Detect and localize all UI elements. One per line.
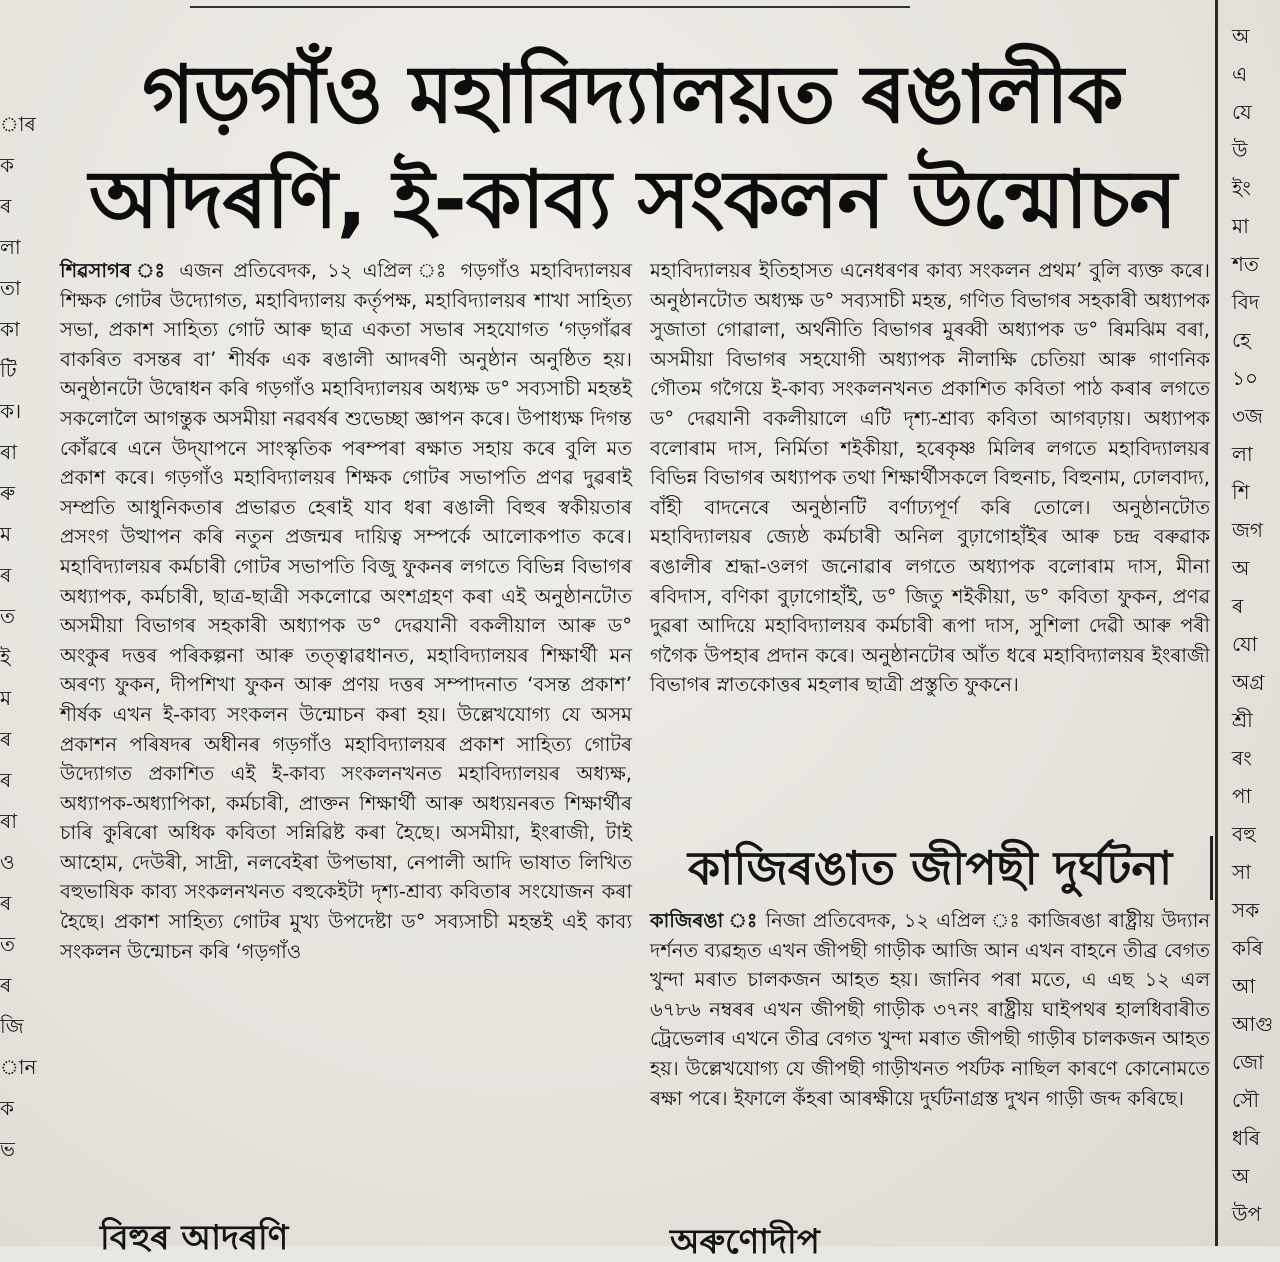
margin-fragment: সা — [1232, 860, 1252, 884]
margin-fragment: ভ — [0, 1137, 15, 1161]
margin-fragment: বহু — [1232, 822, 1256, 846]
margin-fragment: ৰা — [0, 809, 18, 833]
article2-headline: কাজিৰঙাত জীপছী দুৰ্ঘটনা — [650, 836, 1213, 900]
margin-fragment: ও — [0, 850, 15, 874]
article2-body-column — [650, 906, 1210, 1226]
article-right-column — [650, 256, 1210, 816]
margin-fragment: মা — [1232, 214, 1249, 238]
margin-fragment: টি — [0, 358, 17, 382]
margin-fragment: সৌ — [1232, 1088, 1260, 1112]
margin-fragment: এ — [1232, 62, 1248, 86]
margin-fragment: অ — [1232, 556, 1250, 580]
article-body-left: এজন প্ৰতিবেদক, ১২ এপ্ৰিল ঃ গড়গাঁও মহাবিদ্যালয়ৰ শিক্ষক গোটৰ উদ্যোগত, মহাবিদ্যালয় কৰ্তৃপক্ষ, মহাবিদ্যালয়ৰ শাখা সাহিত্য সভা, প্ৰকাশ সাহিত্য গোট আৰু ছাত্ৰ একতা সভাৰ সহযোগত ‘গড়গাঁৱৰ বাকৰিত বসন্তৰ বা’ শীৰ্ষক এক ৰঙালী আদৰণী অনুষ্ঠান অনুষ্ঠিত হয়। অনুষ্ঠানটো উদ্বোধন কৰি গড়গাঁও মহাবিদ্যালয়ৰ অধ্যক্ষ ড° সব্যসাচী মহন্তই সকলোলৈ আগন্তুক অসমীয়া নৱবৰ্ষৰ শুভেচ্ছা জ্ঞাপন কৰে। উপাধ্যক্ষ দিগন্ত কোঁৱৰে এনে উদ্‌যাপনে সাংস্কৃতিক পৰম্পৰা ৰক্ষাত সহায় কৰে বুলি মত প্ৰকাশ কৰে। গড়গাঁও মহাবিদ্যালয়ৰ শিক্ষক গোটৰ সভাপতি প্ৰণৱ দুৱৰাই সম্প্ৰতি আধুনিকতাৰ প্ৰভাৱত হেৰাই যাব ধৰা ৰঙালী বিহুৰ স্বকীয়তাৰ প্ৰসংগ উত্থাপন কৰি নতুন প্ৰজন্মৰ দায়িত্ব সম্পৰ্কে আলোকপাত কৰে। মহাবিদ্যালয়ৰ কৰ্মচাৰী গোটৰ সভাপতি বিজু ফুকনৰ লগতে বিভিন্ন বিভাগৰ অধ্যাপক, কৰ্মচাৰী, ছাত্ৰ-ছাত্ৰী সকলোৱে অংশগ্ৰহণ কৰা এই অনুষ্ঠানটোত অসমীয়া বিভাগৰ সহকাৰী অধ্যাপক ড° দেৱযানী বকলীয়াল আৰু ড° অংকুৰ দত্তৰ পৰিকল্পনা আৰু তত্ত্বাৱধানত, মহাবিদ্যালয়ৰ শিক্ষাৰ্থী মন অৰণ্য ফুকন, দীপশিখা ফুকন আৰু প্ৰণয় দত্তৰ সম্পাদনাত ‘বসন্ত প্ৰকাশ’ শীৰ্ষক এখন ই-কাব্য সংকলন উন্মোচন কৰা হয়। উল্লেখযোগ্য যে অসম প্ৰকাশন পৰিষদৰ অধীনৰ গড়গাঁও মহাবিদ্যালয়ৰ প্ৰকাশ সাহিত্য গোটৰ উদ্যোগত প্ৰকাশিত এই ই-কাব্য সংকলনখনত মহাবিদ্যালয়ৰ অধ্যক্ষ, অধ্যাপক-অধ্যাপিকা, কৰ্মচাৰী, প্ৰাক্তন শিক্ষাৰ্থী আৰু অধ্যয়নৰত শিক্ষাৰ্থীৰ চাৰি কুৰিৰো অধিক কবিতা সন্নিৱিষ্ট কৰা হৈছে। অসমীয়া, ইংৰাজী, টাই আহোম, দেউৰী, সাদ্ৰী, নলবেইৰা উপভাষা, নেপালী আদি ভাষাত লিখিত বহুভাষিক কাব্য সংকলনখনত বহুকেইটা দৃশ্য-শ্ৰাব্য কবিতাৰ সংযোজন কৰা হৈছে। প্ৰকাশ সাহিত্য গোটৰ মুখ্য উপদেষ্টা ড° সব্যসাচী মহন্তই এই কাব্য সংকলন উন্মোচন কৰি ‘গড়গাঁও — [60, 259, 632, 963]
margin-fragment: বিদ — [1232, 290, 1260, 314]
article-left-column — [60, 256, 632, 1216]
margin-fragment: ৰ — [0, 973, 12, 997]
margin-fragment: অগ্ৰ — [1232, 670, 1265, 694]
dateline: শিৱসাগৰ ঃ — [60, 259, 169, 282]
margin-fragment: ৰং — [1232, 746, 1252, 770]
margin-fragment: ৰ — [1232, 594, 1244, 618]
margin-fragment: ৰ — [0, 194, 12, 218]
margin-fragment: উপ — [1232, 1202, 1262, 1226]
margin-fragment: লা — [0, 235, 21, 259]
margin-fragment: শি — [1232, 480, 1250, 504]
margin-fragment: ৰ — [0, 891, 12, 915]
margin-fragment: ত — [0, 604, 16, 628]
margin-fragment: অ — [1232, 24, 1250, 48]
margin-fragment: আ — [1232, 974, 1256, 998]
bottom-headline-fragment-left: বিহুৰ আদৰণি — [100, 1218, 289, 1258]
margin-fragment: ই — [0, 645, 11, 669]
margin-fragment: লা — [1232, 442, 1253, 466]
margin-fragment: ৰ — [0, 768, 12, 792]
margin-fragment: ধৰি — [1232, 1126, 1261, 1150]
margin-fragment: ক। — [0, 399, 22, 423]
margin-fragment: শ্ৰী — [1232, 708, 1253, 732]
margin-fragment: শত — [1232, 252, 1259, 276]
margin-fragment: ৰ — [0, 563, 12, 587]
margin-fragment: জগ — [1232, 518, 1264, 542]
margin-fragment: উ — [1232, 138, 1248, 162]
article2-dateline: কাজিৰঙা ঃ — [650, 909, 759, 932]
article2-body: নিজা প্ৰতিবেদক, ১২ এপ্ৰিল ঃ কাজিৰঙা ৰাষ্ট্ৰীয় উদ্যান দৰ্শনত ব্যৱহৃত এখন জীপছী গাড়ীক আজি আন এখন বাহনে তীব্ৰ বেগত খুন্দা মৰাত চালকজন আহত হয়। জানিব পৰা মতে, এ এছ ১২ এল ৬৭৮৬ নম্বৰৰ এখন জীপছী গাড়ীক ৩৭নং ৰাষ্ট্ৰীয় ঘাইপথৰ হালধিবাৰীত ট্ৰেভেলাৰ এখনে তীব্ৰ বেগত খুন্দা মৰাত জীপছী গাড়ীৰ চালকজন আহত হয়। উল্লেখযোগ্য যে জীপছী গাড়ীখনত পৰ্যটক নাছিল কাৰণে কোনোমতে ৰক্ষা পৰে। ইফালে কঁহৰা আৰক্ষীয়ে দুৰ্ঘটনাগ্ৰস্ত দুখন গাড়ী জব্দ কৰিছে। — [650, 909, 1211, 1110]
margin-fragment: যে — [1232, 100, 1252, 124]
margin-fragment: আগু — [1232, 1012, 1274, 1036]
headline-line-1: গড়গাঁও মহাবিদ্যালয়ত ৰঙালীক — [142, 48, 1123, 141]
margin-fragment: তা — [0, 276, 21, 300]
top-rule — [190, 0, 910, 8]
margin-fragment: ৰা — [0, 440, 18, 464]
article-body-right: মহাবিদ্যালয়ৰ ইতিহাসত এনেধৰণৰ কাব্য সংকলন প্ৰথম’ বুলি ব্যক্ত কৰে। অনুষ্ঠানটোত অধ্যক্ষ ড° সব্যসাচী মহন্ত, গণিত বিভাগৰ সহকাৰী অধ্যাপক সুজাতা গোৱালা, অৰ্থনীতি বিভাগৰ মুৰব্বী অধ্যাপক ড° ৰিমঝিম বৰা, অসমীয়া বিভাগৰ সহযোগী অধ্যাপক নীলাক্ষি চেতিয়া আৰু গাণনিক গৌতম গগৈয়ে ই-কাব্য সংকলনখনত প্ৰকাশিত কবিতা পাঠ কৰাৰ লগতে ড° দেৱযানী বকলীয়ালে এটি দৃশ্য-শ্ৰাব্য কবিতা আগবঢ়ায়। অধ্যাপক বলোৰাম দাস, নিৰ্মিতা শইকীয়া, হৰেকৃষ্ণ মিলিৰ লগতে মহাবিদ্যালয়ৰ বিভিন্ন বিভাগৰ অধ্যাপক তথা শিক্ষাৰ্থীসকলে বিহুনাচ, বিহুনাম, ঢোলবাদ্য, বাঁহী বাদনেৰে অনুষ্ঠানটি বৰ্ণাঢ্যপূৰ্ণ কৰি তোলে। অনুষ্ঠানটোত মহাবিদ্যালয়ৰ জ্যেষ্ঠ কৰ্মচাৰী অনিল বুঢ়াগোহাঁইৰ আৰু চন্দ্ৰ বৰুৱাক ৰঙালীৰ শ্ৰদ্ধা-ওলগ জনোৱাৰ লগতে অধ্যাপক বলোৰাম দাস, মীনা ৰবিদাস, বণিকা বুঢ়াগোহাঁই, ড° জিতু শইকীয়া, ড° কবিতা ফুকন, প্ৰণৱ দুৱৰা আদিয়ে মহাবিদ্যালয়ৰ কৰ্মচাৰী ৰূপা দাস, সুশিলা দেৱী আৰু পৰী গগৈক উপহাৰ প্ৰদান কৰে। অনুষ্ঠানটোৰ আঁত ধৰে মহাবিদ্যালয়ৰ ইংৰাজী বিভাগৰ স্নাতকোত্তৰ মহলাৰ ছাত্ৰী প্ৰস্তুতি ফুকনে। — [650, 259, 1210, 697]
margin-fragment: ইং — [1232, 176, 1252, 200]
margin-fragment: জো — [1232, 1050, 1264, 1074]
margin-fragment: যো — [1232, 632, 1258, 656]
margin-fragment: াৰ — [0, 112, 36, 136]
margin-fragment: কৰি — [1232, 936, 1263, 960]
margin-fragment: কা — [0, 317, 20, 341]
headline-line-2: আদৰণি, ই-কাব্য সংকলন উন্মোচন — [88, 153, 1177, 246]
margin-fragment: হে — [1232, 328, 1251, 352]
margin-fragment: ক — [0, 153, 14, 177]
margin-fragment: সক — [1232, 898, 1260, 922]
margin-fragment: ম — [0, 522, 12, 546]
margin-fragment: ত — [0, 932, 16, 956]
margin-fragment: জি — [0, 1014, 24, 1038]
margin-fragment: ৰু — [0, 481, 16, 505]
margin-fragment: পা — [1232, 784, 1252, 808]
margin-fragment: ৩জ — [1232, 404, 1263, 428]
margin-fragment: অ — [1232, 1164, 1250, 1188]
margin-fragment: ১০ — [1232, 366, 1258, 390]
bottom-headline-fragment-right: অৰুণোদীপ — [670, 1222, 820, 1262]
margin-fragment: ক — [0, 1096, 14, 1120]
left-margin-fragments — [0, 110, 37, 1176]
margin-fragment: ৰ — [0, 727, 12, 751]
margin-fragment: ান — [0, 1055, 37, 1079]
column-divider — [1215, 0, 1218, 1246]
right-margin-fragments — [1232, 20, 1280, 1236]
margin-fragment: ম — [0, 686, 12, 710]
